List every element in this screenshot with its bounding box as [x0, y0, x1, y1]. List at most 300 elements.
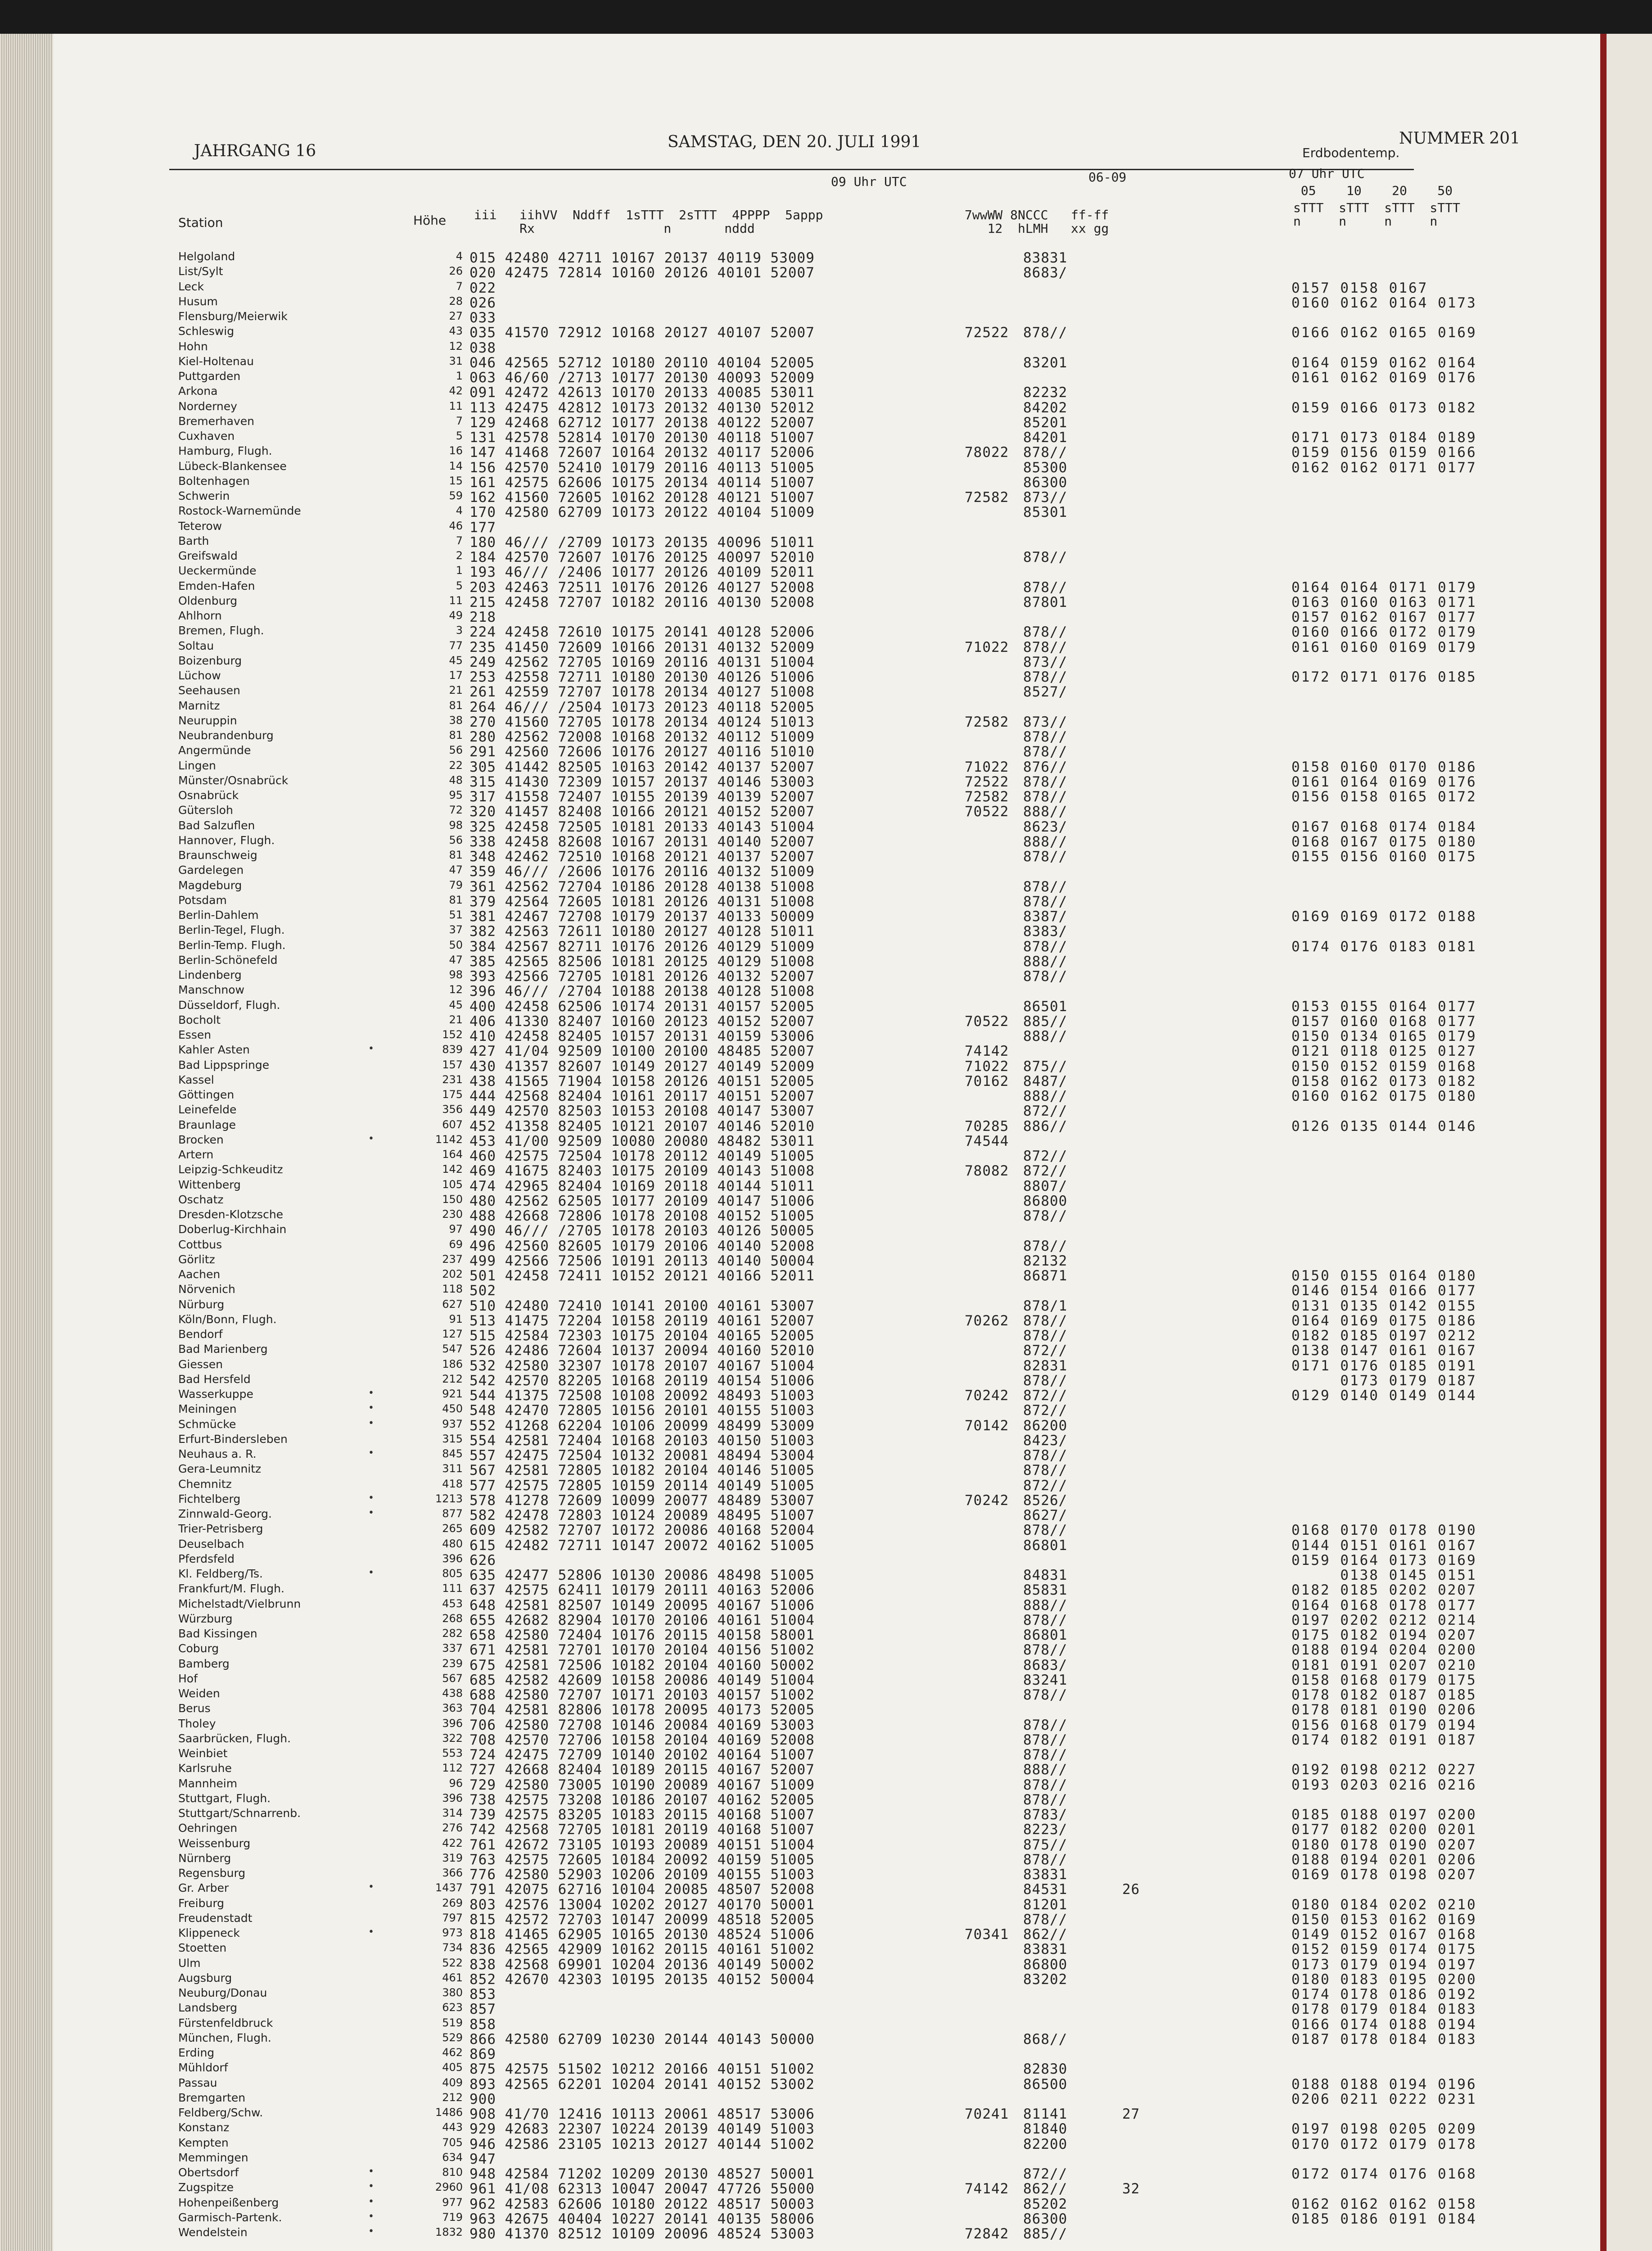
station-name: Magdeburg	[178, 878, 242, 892]
cloud-group: 878//	[1023, 1687, 1068, 1703]
cloud-group: 885//	[1023, 1013, 1068, 1030]
table-row	[53, 2106, 1600, 2121]
synop-groups: 348 42462 72510 10168 20121 40137 52007	[469, 849, 815, 865]
station-height: 43	[449, 325, 463, 338]
station-height: 1142	[435, 1133, 463, 1146]
table-row	[53, 1702, 1600, 1717]
cloud-group: 886//	[1023, 1118, 1068, 1135]
synop-groups: 857	[469, 2001, 496, 2018]
table-row	[53, 2061, 1600, 2076]
soil-temperatures: 0129 0140 0149 0144	[1291, 1388, 1477, 1404]
synop-groups: 291 42560 72606 10176 20127 40116 51010	[469, 744, 815, 760]
station-name: Kahler Asten	[178, 1043, 250, 1057]
synop-groups: 578 41278 72609 10099 20077 48489 53007	[469, 1492, 815, 1509]
weather-group: 70241	[965, 2106, 1009, 2122]
soil-temperatures: 0180 0183 0195 0200	[1291, 1971, 1477, 1988]
cloud-group: 8807/	[1023, 1178, 1068, 1194]
station-height: 553	[442, 1747, 463, 1759]
station-height: 5	[456, 429, 463, 442]
cloud-group: 85301	[1023, 504, 1068, 521]
book-page-edges	[0, 34, 53, 2251]
station-height: 805	[442, 1567, 463, 1580]
weather-group: 70242	[965, 1388, 1009, 1404]
synop-groups: 658 42580 72404 10176 20115 40158 58001	[469, 1627, 815, 1643]
synop-groups: 501 42458 72411 10152 20121 40166 52011	[469, 1268, 815, 1284]
station-name: Oldenburg	[178, 594, 238, 607]
station-height: 12	[449, 983, 463, 996]
station-name: Weiden	[178, 1687, 220, 1700]
synop-groups: 577 42575 72805 10159 20114 40149 51005	[469, 1477, 815, 1494]
cloud-group: 875//	[1023, 1058, 1068, 1075]
soil-temperatures: 0152 0159 0174 0175	[1291, 1941, 1477, 1958]
cloud-group: 888//	[1023, 1088, 1068, 1104]
cloud-group: 878//	[1023, 1522, 1068, 1539]
station-name: Oschatz	[178, 1193, 224, 1206]
station-height: 877	[442, 1507, 463, 1520]
table-row	[53, 1792, 1600, 1807]
cloud-group: 83202	[1023, 1971, 1068, 1988]
station-height: 937	[442, 1417, 463, 1430]
station-height: 7	[456, 534, 463, 547]
table-row	[53, 2076, 1600, 2092]
station-name: Bad Kissingen	[178, 1627, 257, 1640]
cloud-group: 8683/	[1023, 265, 1068, 281]
table-row	[53, 1223, 1600, 1238]
station-height: 319	[442, 1851, 463, 1864]
table-row	[53, 699, 1600, 714]
station-name: Ahlhorn	[178, 609, 222, 622]
station-name: Bremen, Flugh.	[178, 624, 264, 637]
soil-temperatures: 0169 0178 0198 0207	[1291, 1867, 1477, 1883]
synop-groups: 513 41475 72204 10158 20119 40161 52007	[469, 1312, 815, 1329]
cloud-group: 888//	[1023, 1597, 1068, 1614]
station-name: Bremgarten	[178, 2091, 246, 2104]
mountain-marker: •	[368, 1507, 374, 1519]
weather-group: 72842	[965, 2226, 1009, 2242]
cloud-group: 872//	[1023, 1402, 1068, 1419]
station-name: Boltenhagen	[178, 474, 250, 488]
synop-groups: 020 42475 72814 10160 20126 40101 52007	[469, 265, 815, 281]
station-height: 268	[442, 1612, 463, 1625]
station-height: 607	[442, 1118, 463, 1131]
station-name: Hohenpeißenberg	[178, 2196, 279, 2209]
station-name: Braunlage	[178, 1118, 236, 1131]
station-height: 42	[449, 384, 463, 398]
synop-groups: 836 42565 42909 10162 20115 40161 51002	[469, 1941, 815, 1958]
soil-temperatures: 0164 0169 0175 0186	[1291, 1312, 1477, 1329]
station-name: Neuhaus a. R.	[178, 1447, 257, 1460]
cloud-group: 83201	[1023, 354, 1068, 371]
soil-temperatures: 0149 0152 0167 0168	[1291, 1926, 1477, 1943]
station-name: Mühldorf	[178, 2061, 228, 2075]
soil-temperatures: 0178 0182 0187 0185	[1291, 1687, 1477, 1703]
table-row	[53, 2031, 1600, 2047]
soil-temperatures: 0174 0182 0191 0187	[1291, 1731, 1477, 1748]
station-column-header: Station	[178, 215, 223, 230]
synop-groups: 838 42568 69901 10204 20136 40149 50002	[469, 1956, 815, 1973]
cloud-group: 878//	[1023, 1462, 1068, 1479]
synop-groups: 022	[469, 280, 496, 296]
station-name: Flensburg/Meierwik	[178, 310, 288, 323]
station-height: 164	[442, 1148, 463, 1161]
station-height: 127	[442, 1328, 463, 1340]
synop-groups: 015 42480 42711 10167 20137 40119 53009	[469, 250, 815, 266]
station-height: 56	[449, 744, 463, 757]
synop-groups: 526 42486 72604 10137 20094 40160 52010	[469, 1342, 815, 1359]
station-name: Frankfurt/M. Flugh.	[178, 1582, 284, 1596]
soil-temperatures: 0159 0164 0173 0169	[1291, 1552, 1477, 1568]
synop-groups: 858	[469, 2016, 496, 2033]
station-name: Bremerhaven	[178, 414, 255, 428]
synop-groups: 803 42576 13004 10202 20127 40170 50001	[469, 1896, 815, 1913]
station-height: 356	[442, 1103, 463, 1116]
height-column-header: Höhe	[413, 213, 447, 228]
soil-temperatures: 0138 0147 0161 0167	[1291, 1342, 1477, 1359]
synop-groups: 893 42565 62201 10204 20141 40152 53002	[469, 2076, 815, 2093]
station-name: Nürnberg	[178, 1851, 231, 1865]
volume-label: JAHRGANG 16	[194, 142, 316, 160]
station-name: Barth	[178, 534, 209, 547]
synop-groups: 261 42559 72707 10178 20134 40127 51008	[469, 684, 815, 701]
cloud-group: 8683/	[1023, 1657, 1068, 1673]
weather-group: 70522	[965, 1013, 1009, 1030]
soil-temperatures: 0150 0155 0164 0180	[1291, 1268, 1477, 1284]
synop-groups: 218	[469, 609, 496, 625]
table-row	[53, 594, 1600, 610]
cloud-group: 888//	[1023, 1028, 1068, 1044]
station-height: 91	[449, 1312, 463, 1325]
station-name: Artern	[178, 1148, 214, 1161]
station-height: 734	[442, 1941, 463, 1954]
cloud-group: 878//	[1023, 1851, 1068, 1868]
synop-groups: 980 41370 82512 10109 20096 48524 53003	[469, 2226, 815, 2242]
cloud-group: 888//	[1023, 833, 1068, 850]
soil-temperatures: 0150 0152 0159 0168	[1291, 1058, 1477, 1075]
soil-temperatures: 0181 0191 0207 0210	[1291, 1657, 1477, 1673]
cloud-group: 873//	[1023, 714, 1068, 730]
cloud-group: 81141	[1023, 2106, 1068, 2122]
table-row	[53, 1328, 1600, 1343]
synop-groups: 724 42475 72709 10140 20102 40164 51007	[469, 1747, 815, 1763]
station-name: Düsseldorf, Flugh.	[178, 998, 280, 1012]
station-height: 51	[449, 909, 463, 921]
table-row	[53, 1178, 1600, 1193]
station-name: Arkona	[178, 384, 218, 398]
table-row	[53, 1762, 1600, 1777]
synop-groups: 761 42672 73105 10193 20089 40151 51004	[469, 1836, 815, 1853]
station-height: 7	[456, 414, 463, 427]
station-height: 47	[449, 953, 463, 966]
soil-temperatures: 0162 0162 0162 0158	[1291, 2196, 1477, 2212]
station-name: Neubrandenburg	[178, 729, 274, 742]
synop-groups: 548 42470 72805 10156 20101 40155 51003	[469, 1402, 815, 1419]
cloud-group: 8627/	[1023, 1507, 1068, 1523]
soil-temperatures: 0174 0176 0183 0181	[1291, 938, 1477, 955]
soil-temperatures: 0169 0169 0172 0188	[1291, 909, 1477, 925]
station-height: 1486	[435, 2106, 463, 2119]
synop-groups: 776 42580 52903 10206 20109 40155 51003	[469, 1867, 815, 1883]
synop-groups: 170 42580 62709 10173 20122 40104 51009	[469, 504, 815, 521]
table-row	[53, 2196, 1600, 2211]
table-row	[53, 340, 1600, 355]
soil-temperatures: 0171 0173 0184 0189	[1291, 429, 1477, 446]
weather-group: 72522	[965, 773, 1009, 790]
station-name: Berus	[178, 1702, 211, 1715]
station-name: Cottbus	[178, 1238, 222, 1251]
station-name: Coburg	[178, 1642, 219, 1655]
table-row	[53, 1897, 1600, 1912]
weather-group: 70341	[965, 1926, 1009, 1943]
weather-group: 74142	[965, 1043, 1009, 1060]
station-name: Angermünde	[178, 744, 251, 757]
synop-groups: 381 42467 72708 10179 20137 40133 50009	[469, 909, 815, 925]
station-name: Essen	[178, 1028, 212, 1041]
table-row	[53, 384, 1600, 400]
synop-groups: 704 42581 82806 10178 20095 40173 52005	[469, 1702, 815, 1718]
table-row	[53, 1073, 1600, 1089]
cloud-group: 878//	[1023, 968, 1068, 985]
document-page	[53, 34, 1600, 2251]
station-height: 81	[449, 699, 463, 712]
soil-temperatures: 0188 0194 0204 0200	[1291, 1642, 1477, 1659]
soil-temperatures: 0182 0185 0197 0212	[1291, 1328, 1477, 1344]
soil-temperatures: 0164 0164 0171 0179	[1291, 579, 1477, 596]
table-row	[53, 1478, 1600, 1493]
synop-groups: 502	[469, 1283, 496, 1299]
station-name: Konstanz	[178, 2121, 230, 2134]
synop-groups: 325 42458 72505 10181 20133 40143 51004	[469, 818, 815, 835]
cloud-group: 878//	[1023, 1731, 1068, 1748]
station-height: 453	[442, 1597, 463, 1610]
soil-temperatures: 0180 0178 0190 0207	[1291, 1836, 1477, 1853]
station-height: 282	[442, 1627, 463, 1640]
table-row	[53, 1208, 1600, 1223]
synop-groups: 035 41570 72912 10168 20127 40107 52007	[469, 325, 815, 341]
station-height: 56	[449, 833, 463, 846]
station-height: 265	[442, 1522, 463, 1535]
synop-groups: 852 42670 42303 10195 20135 40152 50004	[469, 1971, 815, 1988]
cloud-group: 878//	[1023, 938, 1068, 955]
table-row	[53, 2121, 1600, 2136]
station-height: 315	[442, 1432, 463, 1445]
station-name: Neuruppin	[178, 714, 237, 727]
station-name: Zugspitze	[178, 2181, 234, 2194]
station-name: Boizenburg	[178, 654, 242, 667]
soil-temperatures: 0138 0145 0151	[1291, 1567, 1477, 1583]
synop-groups: 490 46/// /2705 10178 20103 40126 50005	[469, 1223, 815, 1239]
station-name: Marnitz	[178, 699, 220, 712]
weather-group: 70522	[965, 804, 1009, 820]
cloud-group: 81840	[1023, 2121, 1068, 2138]
synop-groups: 453 41/00 92509 10080 20080 48482 53011	[469, 1133, 815, 1149]
mountain-marker: •	[368, 2166, 374, 2177]
station-height: 157	[442, 1058, 463, 1071]
station-height: 705	[442, 2136, 463, 2149]
cloud-group: 888//	[1023, 1762, 1068, 1778]
station-name: Erding	[178, 2046, 215, 2059]
station-name: Köln/Bonn, Flugh.	[178, 1312, 277, 1326]
station-height: 111	[442, 1582, 463, 1595]
soil-temperatures: 0156 0158 0165 0172	[1291, 789, 1477, 805]
station-name: Fichtelberg	[178, 1492, 241, 1505]
wind-gust: 32	[1122, 2181, 1140, 2197]
mountain-marker: •	[368, 2196, 374, 2207]
station-height: 72	[449, 804, 463, 817]
station-height: 118	[442, 1283, 463, 1296]
synop-groups: 480 42562 62505 10177 20109 40147 51006	[469, 1193, 815, 1209]
synop-groups: 688 42580 72707 10171 20103 40157 51002	[469, 1687, 815, 1703]
station-height: 921	[442, 1388, 463, 1400]
table-row	[53, 310, 1600, 325]
station-name: Cuxhaven	[178, 429, 235, 443]
cloud-group: 8223/	[1023, 1822, 1068, 1838]
weather-group-subheaders: 12 hLMH xx gg	[965, 221, 1109, 236]
table-row	[53, 1612, 1600, 1627]
station-height: 49	[449, 609, 463, 622]
station-height: 443	[442, 2121, 463, 2134]
mountain-marker: •	[368, 1567, 374, 1578]
table-row	[53, 504, 1600, 520]
table-row	[53, 265, 1600, 280]
synop-groups: 452 41358 82405 10121 20107 40146 52010	[469, 1118, 815, 1135]
cloud-group: 888//	[1023, 953, 1068, 970]
table-row	[53, 1971, 1600, 1987]
table-row	[53, 1522, 1600, 1537]
synop-groups: 963 42675 40404 10227 20141 40135 58006	[469, 2210, 815, 2227]
station-height: 461	[442, 1971, 463, 1984]
table-row	[53, 774, 1600, 789]
station-height: 567	[442, 1672, 463, 1685]
station-height: 634	[442, 2151, 463, 2164]
synop-groups: 615 42482 72711 10147 20072 40162 51005	[469, 1537, 815, 1554]
station-name: Neuburg/Donau	[178, 1986, 267, 1999]
station-name: Berlin-Tegel, Flugh.	[178, 923, 285, 937]
soil-temperatures: 0153 0155 0164 0177	[1291, 998, 1477, 1015]
station-name: Manschnow	[178, 983, 244, 997]
station-name: Teterow	[178, 519, 222, 533]
cloud-group: 872//	[1023, 2166, 1068, 2182]
synop-groups: 444 42568 82404 10161 20117 40151 52007	[469, 1088, 815, 1104]
station-height: 22	[449, 759, 463, 772]
synop-groups: 193 46/// /2406 10177 20126 40109 52011	[469, 564, 815, 581]
cloud-group: 878//	[1023, 1447, 1068, 1464]
mountain-marker: •	[368, 1881, 374, 1893]
table-row	[53, 2151, 1600, 2166]
table-row	[53, 684, 1600, 699]
cloud-group: 878//	[1023, 444, 1068, 461]
issue-number: NUMMER 201	[1399, 129, 1521, 148]
cloud-group: 82232	[1023, 384, 1068, 401]
station-name: Dresden-Klotzsche	[178, 1208, 284, 1221]
station-name: Ulm	[178, 1956, 201, 1970]
station-height: 973	[442, 1926, 463, 1939]
synop-groups: 739 42575 83205 10183 20115 40168 51007	[469, 1807, 815, 1823]
station-height: 1	[456, 564, 463, 577]
soil-depths: 05 10 20 50	[1293, 183, 1453, 198]
station-height: 797	[442, 1911, 463, 1924]
table-row	[53, 1582, 1600, 1597]
table-row	[53, 2211, 1600, 2226]
table-row	[53, 1567, 1600, 1582]
table-row	[53, 1118, 1600, 1134]
cloud-group: 878/1	[1023, 1297, 1068, 1314]
synop-groups: 675 42581 72506 10182 20104 40160 50002	[469, 1657, 815, 1673]
synop-groups: 382 42563 72611 10180 20127 40128 51011	[469, 923, 815, 940]
soil-temperatures: 0188 0194 0201 0206	[1291, 1851, 1477, 1868]
soil-temperatures: 0170 0172 0179 0178	[1291, 2136, 1477, 2152]
cloud-group: 872//	[1023, 1103, 1068, 1120]
weather-group: 71022	[965, 759, 1009, 775]
station-name: Fürstenfeldbruck	[178, 2016, 273, 2030]
soil-temperatures: 0178 0179 0184 0183	[1291, 2001, 1477, 2018]
station-height: 627	[442, 1297, 463, 1311]
table-row	[53, 2016, 1600, 2032]
station-height: 16	[449, 444, 463, 457]
soil-temperatures: 0126 0135 0144 0146	[1291, 1118, 1477, 1135]
station-name: Nürburg	[178, 1297, 225, 1311]
cloud-group: 85201	[1023, 414, 1068, 431]
station-name: Leinefelde	[178, 1103, 237, 1116]
station-name: Bad Salzuflen	[178, 818, 255, 832]
synop-groups: 384 42567 82711 10176 20126 40129 51009	[469, 938, 815, 955]
soil-temperatures: 0168 0170 0178 0190	[1291, 1522, 1477, 1539]
soil-temperatures: 0164 0159 0162 0164	[1291, 354, 1477, 371]
station-height: 1	[456, 370, 463, 382]
table-row	[53, 549, 1600, 565]
soil-temperatures: 0177 0182 0200 0201	[1291, 1822, 1477, 1838]
soil-temperatures: 0150 0153 0162 0169	[1291, 1911, 1477, 1928]
table-row	[53, 1552, 1600, 1568]
station-height: 1832	[435, 2226, 463, 2238]
station-height: 7	[456, 280, 463, 293]
table-row	[53, 415, 1600, 430]
station-name: Chemnitz	[178, 1477, 232, 1491]
station-height: 239	[442, 1657, 463, 1670]
cloud-group: 85831	[1023, 1582, 1068, 1599]
table-row	[53, 1358, 1600, 1373]
station-height: 977	[442, 2196, 463, 2209]
table-row	[53, 400, 1600, 415]
cloud-group: 86801	[1023, 1537, 1068, 1554]
station-height: 438	[442, 1687, 463, 1700]
table-row	[53, 444, 1600, 460]
station-height: 15	[449, 474, 463, 487]
station-height: 269	[442, 1896, 463, 1909]
weather-group: 70285	[965, 1118, 1009, 1135]
station-name: Deuselbach	[178, 1537, 244, 1550]
station-name: Görlitz	[178, 1252, 215, 1266]
synop-groups: 706 42580 72708 10146 20084 40169 53003	[469, 1717, 815, 1733]
weather-group: 74544	[965, 1133, 1009, 1149]
station-height: 480	[442, 1537, 463, 1550]
synop-groups: 438 41565 71904 10158 20126 40151 52005	[469, 1073, 815, 1089]
table-row	[53, 1822, 1600, 1837]
station-height: 1213	[435, 1492, 463, 1505]
cloud-group: 86800	[1023, 1193, 1068, 1209]
soil-temperatures: 0173 0179 0194 0197	[1291, 1956, 1477, 1973]
weather-group: 72522	[965, 325, 1009, 341]
station-name: Stoetten	[178, 1941, 227, 1955]
cloud-group: 81201	[1023, 1896, 1068, 1913]
station-name: Hamburg, Flugh.	[178, 444, 272, 458]
soil-temperature-label: Erdbodentemp.	[1302, 145, 1400, 160]
table-row	[53, 1418, 1600, 1433]
cloud-group: 8423/	[1023, 1432, 1068, 1449]
table-row	[53, 579, 1600, 595]
soil-temperatures: 0175 0182 0194 0207	[1291, 1627, 1477, 1643]
soil-temperatures: 0164 0168 0178 0177	[1291, 1597, 1477, 1614]
synop-group-headers: iii iihVV Nddff 1sTTT 2sTTT 4PPPP 5appp	[474, 208, 823, 222]
